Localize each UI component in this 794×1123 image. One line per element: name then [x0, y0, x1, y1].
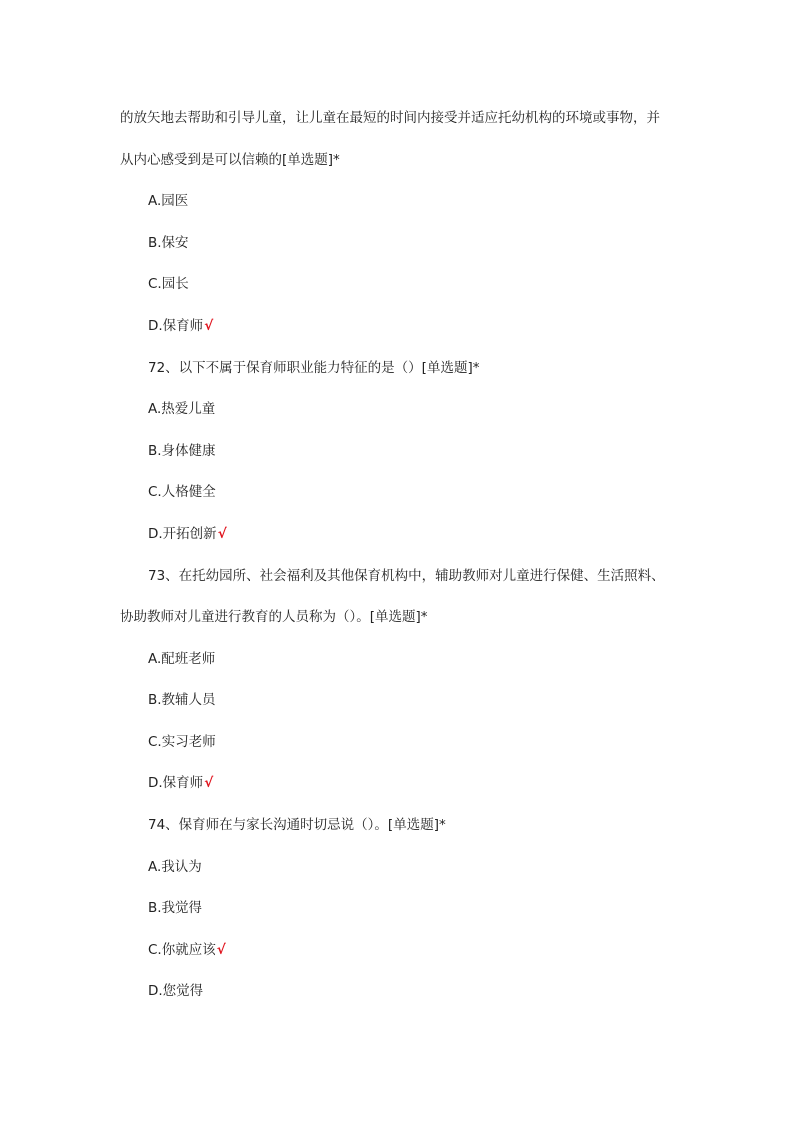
q74-option-c-label: C.你就应该 [148, 942, 216, 958]
q71-text-line-1: 的放矢地去帮助和引导儿童，让儿童在最短的时间内接受并适应托幼机构的环境或事物，并 [120, 110, 660, 126]
q72-option-b: B.身体健康 [148, 443, 216, 459]
q73-option-d [148, 773, 213, 793]
q74-option-a: A.我认为 [148, 859, 202, 875]
q73-option-c: C.实习老师 [148, 734, 216, 750]
q71-option-c: C.园长 [148, 276, 189, 292]
q74-text: 74、保育师在与家长沟通时切忌说（）。[单选题]* [148, 817, 446, 833]
q73-option-a: A.配班老师 [148, 651, 216, 667]
q71-option-d [148, 316, 213, 336]
correct-check-icon: √ [204, 775, 214, 791]
q73-option-d-label: D.保育师 [148, 775, 204, 791]
q71-option-b: B.保安 [148, 235, 189, 251]
q73-option-b: B.教辅人员 [148, 692, 216, 708]
correct-check-icon: √ [204, 318, 214, 334]
q71-option-a: A.园医 [148, 193, 189, 209]
q72-option-d-label: D.开拓创新 [148, 526, 217, 542]
q73-text-line-2: 协助教师对儿童进行教育的人员称为（）。[单选题]* [120, 609, 428, 625]
q74-option-b: B.我觉得 [148, 900, 203, 916]
q71-option-d-label: D.保育师 [148, 318, 204, 334]
correct-check-icon: √ [217, 526, 227, 542]
q72-text: 72、以下不属于保育师职业能力特征的是（）[单选题]* [148, 360, 480, 376]
q72-option-c: C.人格健全 [148, 484, 216, 500]
correct-check-icon: √ [216, 942, 226, 958]
q71-text-line-2: 从内心感受到是可以信赖的[单选题]* [120, 152, 340, 168]
q73-text-line-1: 73、在托幼园所、社会福利及其他保育机构中，辅助教师对儿童进行保健、生活照料、 [148, 568, 665, 584]
q74-option-c [148, 940, 226, 960]
q74-option-d: D.您觉得 [148, 983, 204, 999]
q72-option-a: A.热爱儿童 [148, 401, 216, 417]
q72-option-d [148, 524, 227, 544]
